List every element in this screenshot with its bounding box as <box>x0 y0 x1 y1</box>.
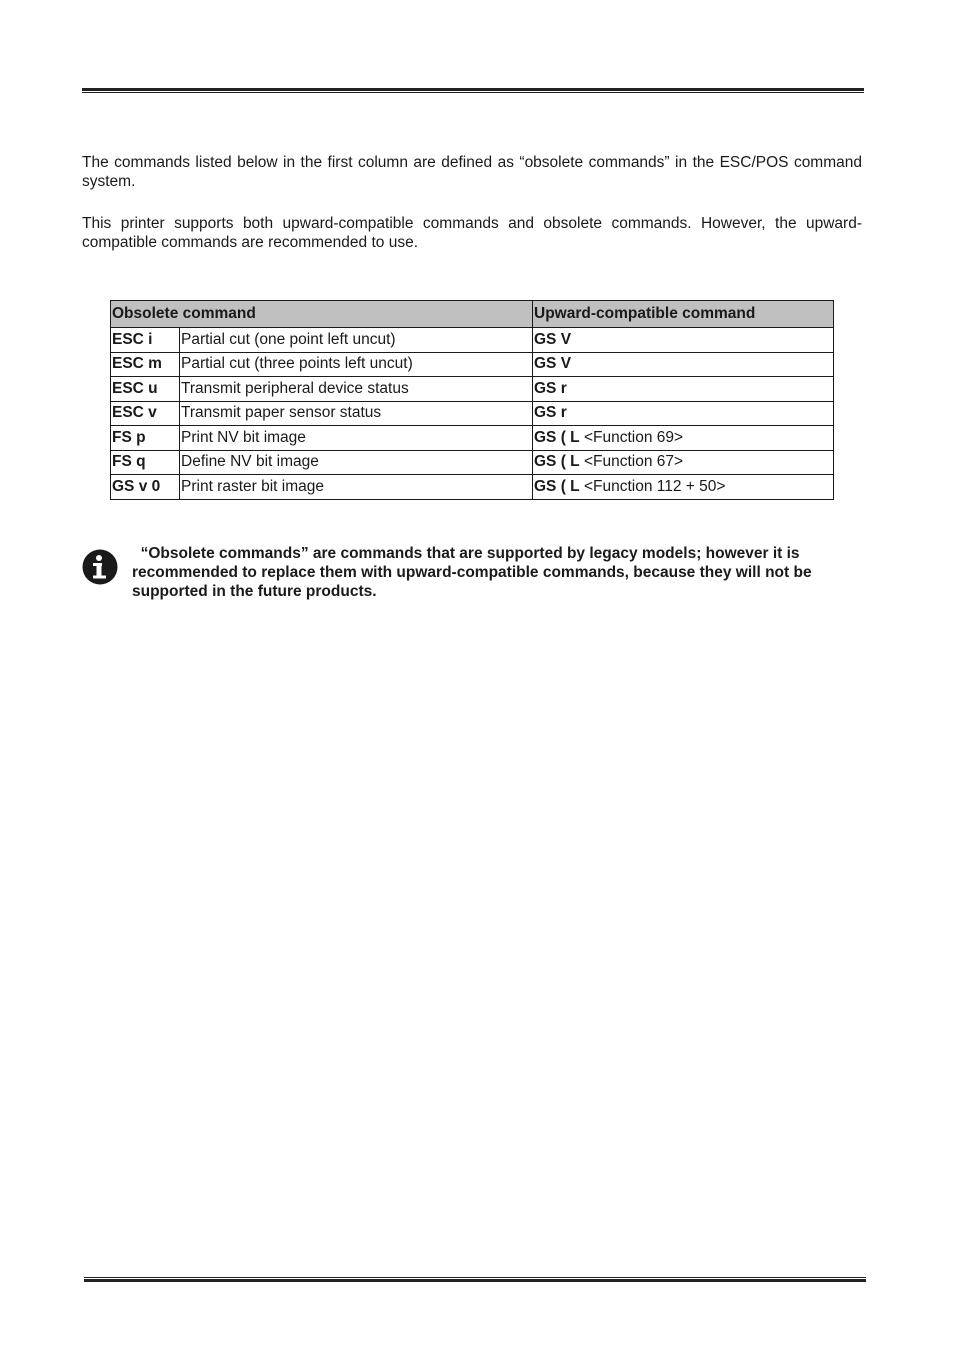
upward-command-code: GS V <box>534 330 572 348</box>
obsolete-code: ESC m <box>111 352 180 377</box>
table-row <box>111 328 834 353</box>
upward-command-function: <Function 67> <box>579 453 684 471</box>
obsolete-code: ESC i <box>111 328 180 353</box>
obsolete-code: ESC u <box>111 377 180 402</box>
upward-command <box>533 426 834 451</box>
obsolete-code: FS p <box>111 426 180 451</box>
obsolete-code: GS v 0 <box>111 475 180 500</box>
upward-command-code: GS r <box>534 404 567 422</box>
command-description: Transmit paper sensor status <box>180 401 533 426</box>
upward-command <box>533 352 834 377</box>
upward-command <box>533 401 834 426</box>
table-header-row <box>111 301 834 328</box>
command-description: Partial cut (three points left uncut) <box>180 352 533 377</box>
table-row <box>111 401 834 426</box>
command-description: Transmit peripheral device status <box>180 377 533 402</box>
obsolete-commands-table <box>110 300 834 500</box>
upward-command-code: GS ( L <box>534 477 580 495</box>
intro-paragraph-2: This printer supports both upward-compatible commands and obsolete commands. However, the upward-compatible commands are recommended to use. <box>82 215 862 251</box>
obsolete-code: ESC v <box>111 401 180 426</box>
command-description: Partial cut (one point left uncut) <box>180 328 533 353</box>
upward-command-function: <Function 69> <box>579 428 684 446</box>
header-upward-compatible-command: Upward-compatible command <box>533 301 834 328</box>
upward-command <box>533 328 834 353</box>
info-icon <box>82 549 118 585</box>
table-row <box>111 426 834 451</box>
upward-command <box>533 377 834 402</box>
upward-command-code: GS ( L <box>534 453 580 471</box>
upward-command-function: <Function 112 + 50> <box>579 477 726 495</box>
command-description: Print NV bit image <box>180 426 533 451</box>
upward-command-code: GS V <box>534 355 572 373</box>
upward-command <box>533 450 834 475</box>
table-row <box>111 475 834 500</box>
intro-paragraph-1: The commands listed below in the first column are defined as “obsolete commands” in the ESC/POS command system. <box>82 154 862 190</box>
upward-command-code: GS r <box>534 379 567 397</box>
table-row <box>111 377 834 402</box>
upward-command-code: GS ( L <box>534 428 580 446</box>
command-description: Define NV bit image <box>180 450 533 475</box>
command-description: Print raster bit image <box>180 475 533 500</box>
table-row <box>111 450 834 475</box>
obsolete-commands-note: “Obsolete commands” are commands that are supported by legacy models; however it is recommended to replace them with upward-compatible commands, because they will not be supported in the future products. <box>132 545 812 600</box>
upward-command <box>533 475 834 500</box>
table-row <box>111 352 834 377</box>
obsolete-code: FS q <box>111 450 180 475</box>
header-obsolete-command: Obsolete command <box>111 301 533 328</box>
